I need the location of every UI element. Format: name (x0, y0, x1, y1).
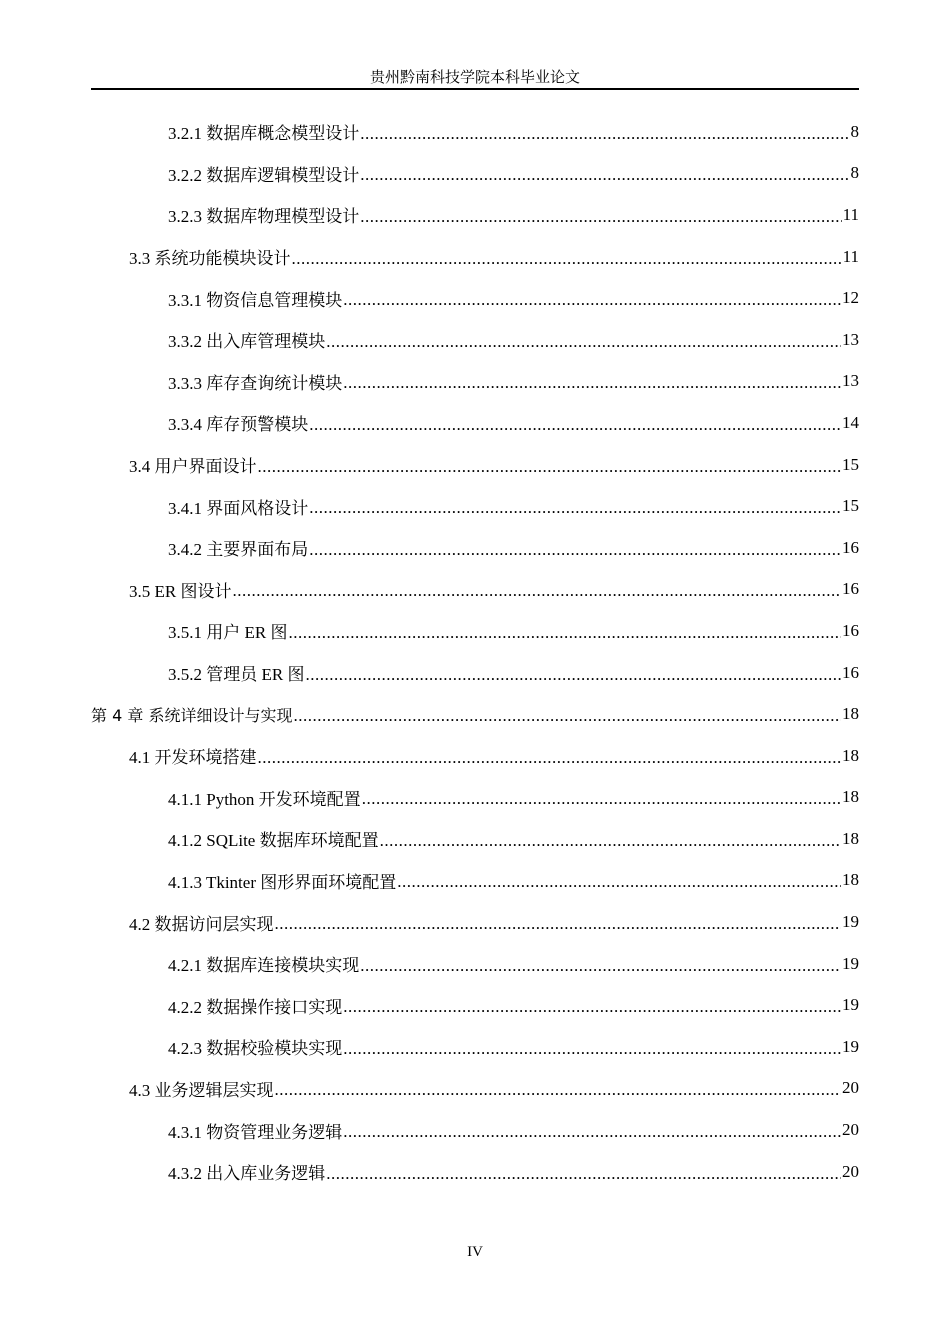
toc-entry-page: 8 (850, 163, 859, 183)
toc-leader-dots (305, 665, 841, 685)
toc-entry[interactable] (0, 1151, 950, 1193)
toc-entry-label: 3.5.1 用户 ER 图 (168, 623, 288, 643)
toc-entry-page: 12 (842, 288, 859, 308)
toc-entry[interactable] (0, 111, 950, 153)
toc-leader-dots (343, 290, 841, 310)
toc-entry[interactable] (0, 236, 950, 278)
toc-entry-label: 4.1.2 SQLite 数据库环境配置 (168, 831, 379, 851)
toc-entry-page: 8 (850, 121, 859, 141)
toc-entry-label: 3.2.2 数据库逻辑模型设计 (168, 165, 360, 185)
toc-entry[interactable] (0, 693, 950, 735)
toc-leader-dots (343, 1122, 841, 1142)
toc-entry-label: 4.1 开发环境搭建 (129, 748, 257, 768)
toc-leader-dots (360, 165, 849, 185)
toc-entry-label: 3.3.1 物资信息管理模块 (168, 290, 343, 310)
toc-entry-page: 13 (842, 371, 859, 391)
toc-entry-label: 第 4 章 系统详细设计与实现 (91, 705, 293, 725)
toc-entry-label: 3.4 用户界面设计 (129, 457, 257, 477)
toc-entry[interactable] (0, 1109, 950, 1151)
toc-entry-label: 3.5.2 管理员 ER 图 (168, 665, 305, 685)
toc-entry-page: 19 (842, 1036, 859, 1056)
toc-entry[interactable] (0, 194, 950, 236)
toc-leader-dots (232, 581, 841, 601)
toc-entry-page: 16 (842, 620, 859, 640)
toc-entry-label: 4.3.1 物资管理业务逻辑 (168, 1122, 343, 1142)
toc-entry-label: 3.3.2 出入库管理模块 (168, 332, 326, 352)
toc-leader-dots (360, 956, 841, 976)
toc-entry-page: 15 (842, 496, 859, 516)
toc-entry-label: 3.4.2 主要界面布局 (168, 540, 309, 560)
table-of-contents (0, 111, 950, 1192)
toc-entry[interactable] (0, 569, 950, 611)
toc-leader-dots (326, 332, 841, 352)
toc-leader-dots (360, 124, 849, 144)
toc-entry[interactable] (0, 527, 950, 569)
toc-leader-dots (275, 914, 842, 934)
toc-entry[interactable] (0, 943, 950, 985)
toc-entry-page: 19 (842, 995, 859, 1015)
toc-entry[interactable] (0, 402, 950, 444)
toc-entry-label: 4.3 业务逻辑层实现 (129, 1080, 274, 1100)
toc-entry-label: 4.2.2 数据操作接口实现 (168, 997, 343, 1017)
toc-entry[interactable] (0, 610, 950, 652)
page-header: 贵州黔南科技学院本科毕业论文 (91, 68, 859, 90)
toc-entry-page: 19 (842, 953, 859, 973)
toc-leader-dots (288, 623, 841, 643)
toc-entry-label: 4.2.3 数据校验模块实现 (168, 1039, 343, 1059)
toc-entry-page: 20 (842, 1120, 859, 1140)
toc-entry-page: 18 (842, 828, 859, 848)
toc-entry-label: 3.2.1 数据库概念模型设计 (168, 124, 360, 144)
toc-entry-page: 20 (842, 1078, 859, 1098)
toc-entry-label: 3.3.3 库存查询统计模块 (168, 373, 343, 393)
toc-leader-dots (362, 789, 841, 809)
toc-leader-dots (360, 207, 841, 227)
toc-entry-page: 11 (842, 204, 859, 224)
toc-entry-page: 16 (842, 537, 859, 557)
toc-leader-dots (343, 997, 841, 1017)
toc-entry[interactable] (0, 361, 950, 403)
toc-entry-label: 3.4.1 界面风格设计 (168, 498, 309, 518)
toc-leader-dots (275, 1080, 842, 1100)
toc-entry-page: 16 (842, 579, 859, 599)
toc-entry-label: 4.1.3 Tkinter 图形界面环境配置 (168, 872, 397, 892)
toc-entry[interactable] (0, 777, 950, 819)
toc-entry-page: 11 (842, 246, 859, 266)
toc-entry-page: 16 (842, 662, 859, 682)
toc-leader-dots (258, 748, 842, 768)
toc-entry-page: 20 (842, 1161, 859, 1181)
toc-entry[interactable] (0, 319, 950, 361)
toc-entry-label: 4.1.1 Python 开发环境配置 (168, 789, 361, 809)
toc-entry[interactable] (0, 1026, 950, 1068)
toc-entry-label: 4.2 数据访问层实现 (129, 914, 274, 934)
toc-leader-dots (380, 831, 841, 851)
toc-entry-label: 3.3 系统功能模块设计 (129, 249, 291, 269)
toc-leader-dots (293, 706, 841, 726)
toc-leader-dots (309, 540, 841, 560)
toc-entry-page: 19 (842, 912, 859, 932)
toc-entry[interactable] (0, 652, 950, 694)
toc-leader-dots (309, 498, 841, 518)
toc-entry-label: 4.2.1 数据库连接模块实现 (168, 956, 360, 976)
toc-entry-page: 15 (842, 454, 859, 474)
toc-entry[interactable] (0, 901, 950, 943)
toc-entry-page: 14 (842, 412, 859, 432)
toc-leader-dots (292, 249, 842, 269)
toc-leader-dots (343, 1039, 841, 1059)
toc-entry[interactable] (0, 984, 950, 1026)
toc-leader-dots (343, 373, 841, 393)
toc-entry[interactable] (0, 818, 950, 860)
toc-leader-dots (326, 1164, 841, 1184)
toc-entry-page: 13 (842, 329, 859, 349)
toc-entry[interactable] (0, 444, 950, 486)
toc-entry[interactable] (0, 277, 950, 319)
toc-entry-label: 3.5 ER 图设计 (129, 581, 232, 601)
toc-leader-dots (258, 457, 842, 477)
toc-entry-page: 18 (842, 745, 859, 765)
toc-entry-page: 18 (842, 870, 859, 890)
page-number: IV (467, 1244, 483, 1260)
toc-entry-page: 18 (842, 704, 859, 724)
toc-entry-page: 18 (842, 787, 859, 807)
toc-entry[interactable] (0, 1068, 950, 1110)
toc-entry[interactable] (0, 485, 950, 527)
toc-leader-dots (309, 415, 841, 435)
toc-leader-dots (397, 872, 841, 892)
toc-entry-label: 3.3.4 库存预警模块 (168, 415, 309, 435)
toc-entry-label: 3.2.3 数据库物理模型设计 (168, 207, 360, 227)
toc-entry-label: 4.3.2 出入库业务逻辑 (168, 1164, 326, 1184)
toc-entry[interactable] (0, 735, 950, 777)
toc-entry[interactable] (0, 153, 950, 195)
toc-entry[interactable] (0, 860, 950, 902)
